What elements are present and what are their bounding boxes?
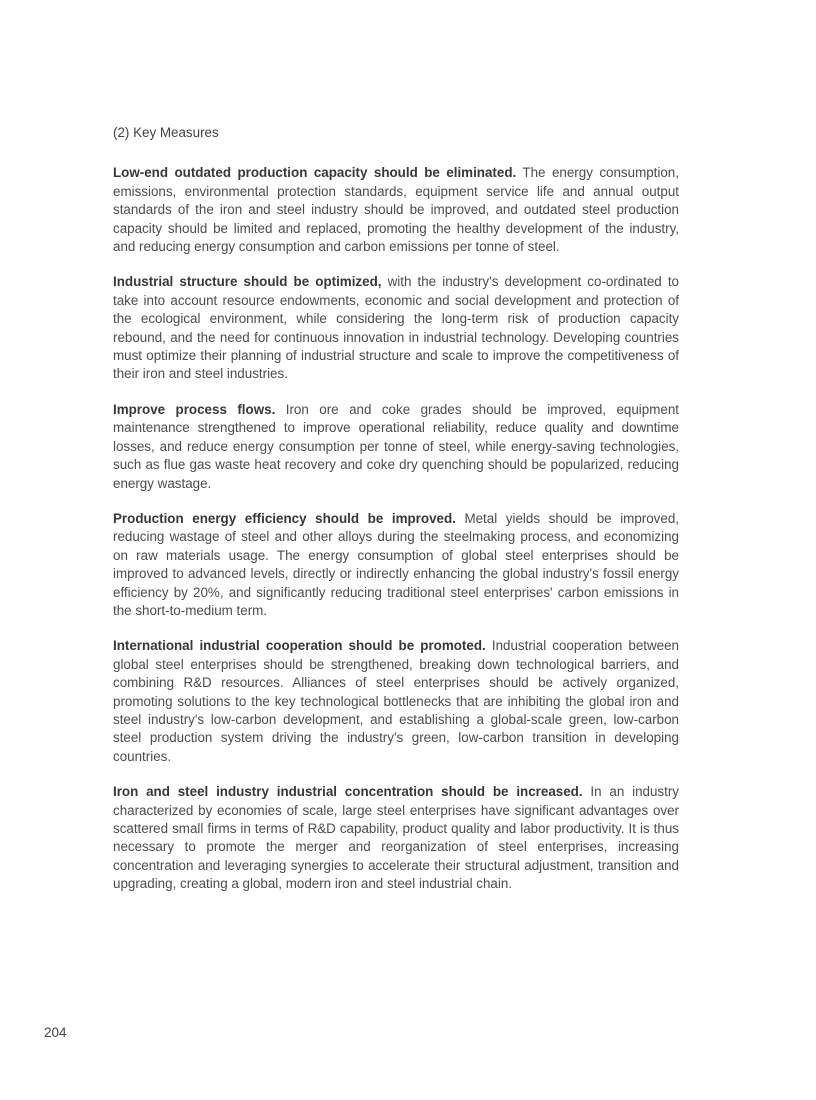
- paragraph-process-flows: [113, 401, 679, 493]
- paragraph-lead: Production energy efficiency should be improved.: [113, 510, 456, 526]
- section-heading: (2) Key Measures: [113, 125, 219, 140]
- paragraph-industrial-structure: [113, 273, 679, 383]
- paragraph-body: Metal yields should be improved, reducing wastage of steel and other alloys during the steelmaking process, and economizing on raw materials usage. The energy consumption of global steel enterprises should be improved to advanced levels, directly or indirectly enhancing the global industry's fossil energy efficiency by 20%, and significantly reducing traditional steel enterprises' carbon emissions in the short-to-medium term.: [113, 510, 679, 618]
- paragraph-lead: Low-end outdated production capacity should be eliminated.: [113, 165, 517, 181]
- paragraph-international-cooperation: [113, 637, 679, 766]
- paragraph-energy-efficiency: [113, 510, 679, 620]
- paragraph-industrial-concentration: [113, 783, 679, 893]
- paragraph-body: In an industry characterized by economies of scale, large steel enterprises have significant advantages over scattered small firms in terms of R&D capability, product quality and labor productivity. It is thus necessary to promote the merger and reorganization of steel enterprises, increasing concentration and leveraging synergies to accelerate their structural adjustment, transition and upgrading, creating a global, modern iron and steel industrial chain.: [113, 784, 679, 892]
- paragraph-lead: Improve process flows.: [113, 401, 276, 417]
- page-number: 204: [44, 1025, 67, 1040]
- paragraph-body: The energy consumption, emissions, environmental protection standards, equipment service life and annual output standards of the iron and steel industry should be improved, and outdated steel production capacity should be limited and replaced, promoting the healthy development of the industry, and reducing energy consumption and carbon emissions per tonne of steel.: [113, 165, 679, 255]
- paragraph-lead: Industrial structure should be optimized,: [113, 274, 382, 290]
- paragraph-body: Iron ore and coke grades should be improved, equipment maintenance strengthened to improve operational reliability, reduce quality and downtime losses, and reduce energy consumption per tonne of steel, while energy-saving technologies, such as flue gas waste heat recovery and coke dry quenching should be popularized, reducing energy wastage.: [113, 401, 679, 491]
- paragraph-body: with the industry's development co-ordinated to take into account resource endowments, economic and social development and protection of the ecological environment, while considering the long-term risk of production capacity rebound, and the need for continuous innovation in industrial technology. Developing countries must optimize their planning of industrial structure and scale to improve the competitiveness of their iron and steel industries.: [113, 274, 679, 382]
- paragraph-lead: International industrial cooperation should be promoted.: [113, 638, 486, 654]
- paragraph-low-end-capacity: [113, 164, 679, 256]
- paragraph-lead: Iron and steel industry industrial concentration should be increased.: [113, 784, 583, 800]
- paragraph-body: Industrial cooperation between global steel enterprises should be strengthened, breaking down technological barriers, and combining R&D resources. Alliances of steel enterprises should be actively organized, promoting solutions to the key technological bottlenecks that are inhibiting the global iron and steel industry's low-carbon development, and establishing a global-scale green, low-carbon steel production system driving the industry's green, low-carbon transition in developing countries.: [113, 638, 680, 764]
- page-content: [113, 124, 679, 894]
